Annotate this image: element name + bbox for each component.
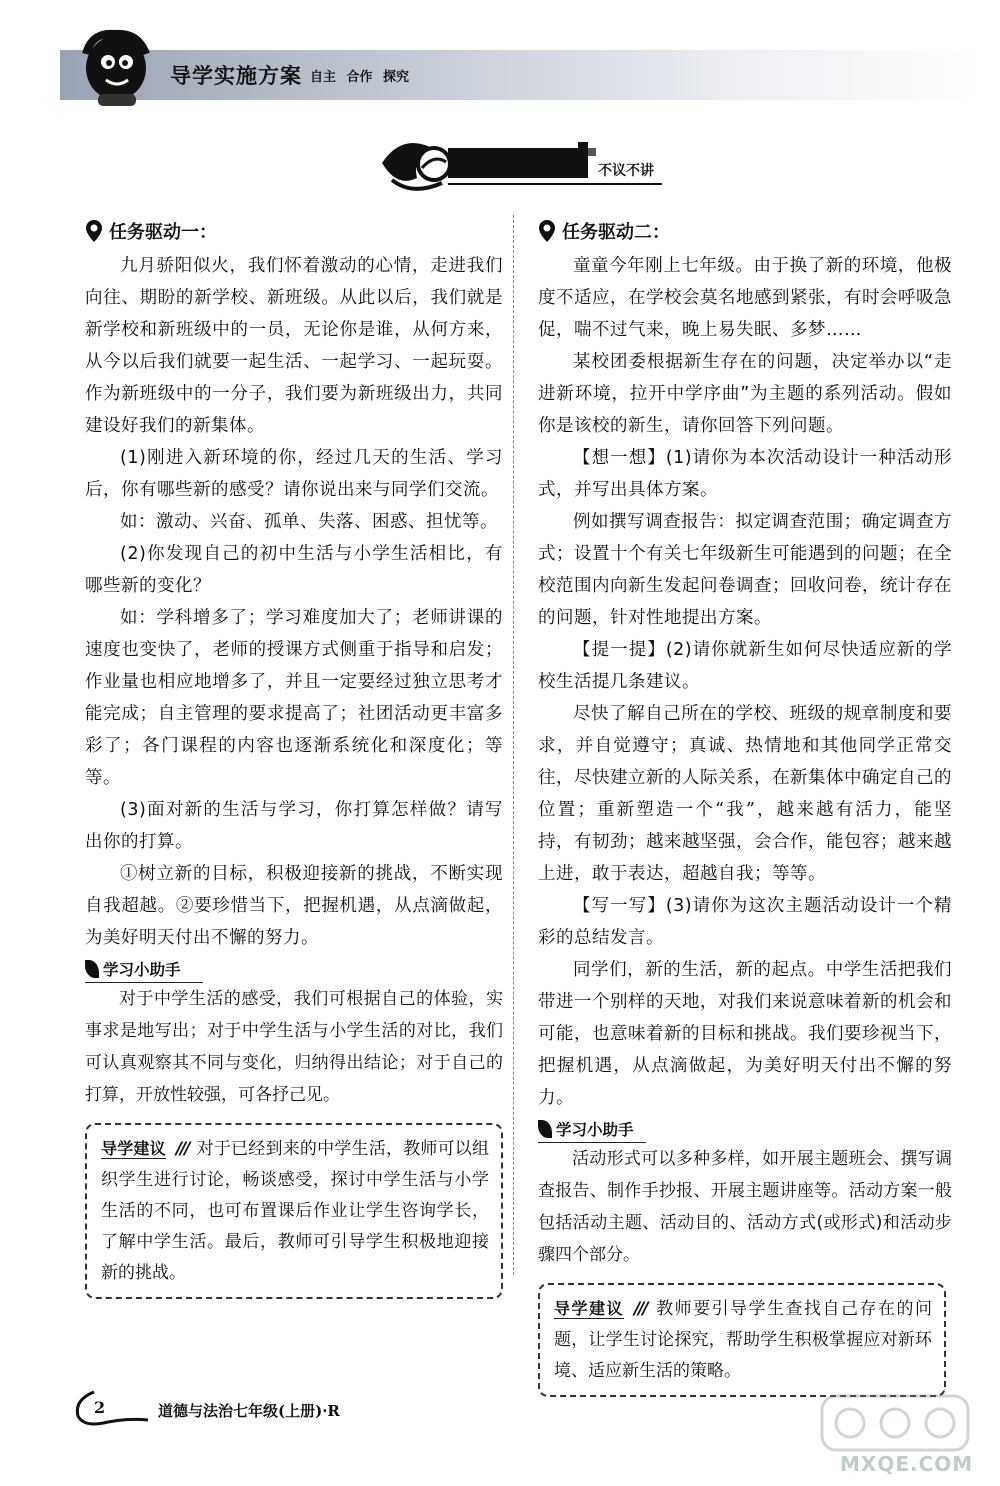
right-column [538, 218, 952, 1397]
teaching-advice-box [538, 1283, 946, 1397]
column-divider [513, 215, 514, 1275]
paragraph: 某校团委根据新生存在的问题，决定举办以“走进新环境，拉开中学序曲”为主题的系列活动。假如你是该校的新生，请你回答下列问题。 [538, 352, 952, 436]
task-title-2: 任务驱动二： [538, 218, 952, 244]
question: 【提一提】(2)请你就新生如何尽快适应新的学校生活提几条建议。 [538, 640, 952, 692]
answer: 尽快了解自己所在的学校、班级的规章制度和要求，并自觉遵守；真诚、热情地和其他同学正常交往，尽快建立新的人际关系，在新集体中确定自己的位置；重新塑造一个“我”，越来越有活力，能坚持，有韧劲；越来越坚强，会合作，能包容；越来越上进，敢于表达，超越自我；等等。 [538, 704, 952, 884]
advice-slash: /// [175, 1139, 189, 1159]
page-number-swoosh-icon [70, 1386, 150, 1430]
question: (1)刚进入新环境的你，经过几天的生活、学习后，你有哪些新的感受？请你说出来与同学们交流。 [85, 448, 503, 500]
study-tip-text: 对于中学生活的感受，我们可根据自己的体验，实事求是地写出；对于中学生活与小学生活的对比，我们可认真观察其不同与变化，归纳得出结论；对于自己的打算，开放性较强，可各抒己见。 [85, 989, 503, 1105]
paragraph: 九月骄阳似火，我们怀着激动的心情，走进我们向往、期盼的新学校、新班级。从此以后，我们就是新学校和新班级中的一员，无论你是谁，从何方来，从今以后我们就要一起生活、一起学习、一起玩耍。作为新班级中的一分子，我们要为新班级出力，共同建设好我们的新集体。 [85, 256, 503, 436]
advice-text: 对于已经到来的中学生活，教师可以组织学生进行讨论，畅谈感受，探讨中学生活与小学生活的不同，也可布置课后作业让学生咨询学长，了解中学生活。最后，教师可引导学生积极地迎接新的挑战。 [101, 1139, 489, 1283]
task-1-content [85, 250, 503, 954]
answer: 如：学科增多了；学习难度加大了；老师讲课的速度也变快了，老师的授课方式侧重于指导和启发；作业量也相应地增多了，并且一定要经过独立思考才能完成；自主管理的要求提高了；社团活动更丰富多彩了；各门课程的内容也逐渐系统化和深度化；等等。 [85, 608, 503, 788]
task-title-1: 任务驱动一： [85, 218, 503, 244]
mascot-logo-icon [72, 24, 162, 110]
advice-slash: /// [633, 1299, 647, 1319]
advice-label: 导学建议 [101, 1139, 166, 1158]
paragraph: 童童今年刚上七年级。由于换了新的环境，他极度不适应，在学校会莫名地感到紧张，有时会呼吸急促，喘不过气来，晚上易失眠、多梦…… [538, 256, 952, 340]
answer: ①树立新的目标，积极迎接新的挑战，不断实现自我超越。②要珍惜当下，把握机遇，从点滴做起，为美好明天付出不懈的努力。 [85, 864, 503, 948]
teaching-advice-box [85, 1123, 503, 1299]
advice-text: 教师要引导学生查找自己存在的问题，让学生讨论探究，帮助学生积极掌握应对新环境、适应新生活的策略。 [554, 1299, 932, 1381]
question: (3)面对新的生活与学习，你打算怎样做？请写出你的打算。 [85, 800, 503, 852]
header-subtitle: 自主 合作 探究 [310, 70, 410, 85]
watermark-text: MXQE.COM [840, 1452, 974, 1476]
study-tip-label: 学习小助手 [85, 958, 203, 983]
leaf-icon [538, 1120, 552, 1138]
question: (2)你发现自己的初中生活与小学生活相比，有哪些新的变化？ [85, 544, 503, 596]
study-tip-label: 学习小助手 [538, 1118, 646, 1143]
header-title: 导学实施方案 [170, 64, 302, 88]
location-pin-icon [538, 219, 556, 243]
question: 【想一想】(1)请你为本次活动设计一种活动形式，并写出具体方案。 [538, 448, 952, 500]
study-tip-text: 活动形式可以多种多样，如开展主题班会、撰写调查报告、制作手抄报、开展主题讲座等。活动方案一般包括活动主题、活动目的、活动方式(或形式)和活动步骤四个部分。 [538, 1149, 952, 1265]
page-number: 2 [94, 1398, 106, 1417]
banner-tag: 不议不讲 [598, 163, 654, 179]
left-column [85, 218, 503, 1299]
question: 【写一写】(3)请你为这次主题活动设计一个精彩的总结发言。 [538, 896, 952, 948]
book-title: 道德与法治七年级(上册)·R [158, 1402, 340, 1420]
location-pin-icon [85, 219, 103, 243]
answer: 如：激动、兴奋、孤单、失落、困惑、担忧等。 [120, 512, 498, 532]
leaf-icon [85, 960, 99, 978]
advice-label: 导学建议 [554, 1299, 624, 1318]
answer: 例如撰写调查报告：拟定调查范围；确定调查方式；设置十个有关七年级新生可能遇到的问题；在全校范围内向新生发起问卷调查；回收问卷，统计存在的问题，针对性地提出方案。 [538, 512, 952, 628]
task-2-content [538, 250, 952, 1114]
answer: 同学们，新的生活，新的起点。中学生活把我们带进一个别样的天地，对我们来说意味着新的机会和可能，也意味着新的目标和挑战。我们要珍视当下，把握机遇，从点滴做起，为美好明天付出不懈的努力。 [538, 960, 952, 1108]
